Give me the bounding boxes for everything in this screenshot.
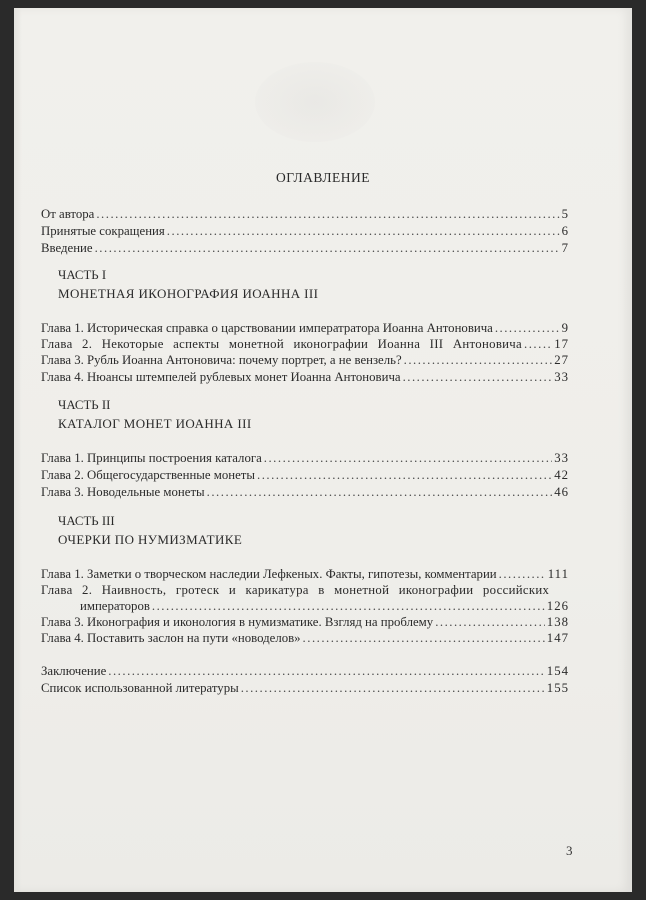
toc-entry-label: От автора: [41, 207, 95, 221]
toc-page-number: 111: [547, 567, 569, 581]
toc-entry-bibliography: [41, 680, 569, 696]
toc-entry-part3-ch2: [41, 582, 569, 598]
toc-entry-label: Глава 4. Нюансы штемпелей рублевых монет Иоанна Антоновича: [41, 370, 401, 384]
bleed-through-emblem: [255, 62, 375, 142]
page-edge-shadow: [14, 8, 22, 892]
toc-page-number: 126: [546, 599, 569, 613]
part-3-heading: ЧАСТЬ III: [58, 514, 115, 528]
toc-leader-dots: [257, 467, 552, 483]
toc-page-number: 154: [546, 664, 569, 678]
toc-page-number: 42: [554, 468, 569, 482]
toc-entry-introduction: [41, 240, 569, 256]
toc-entry-label: Заключение: [41, 664, 107, 678]
toc-page-number: 17: [554, 337, 569, 351]
toc-leader-dots: [108, 663, 545, 679]
toc-entry-label: Глава 3. Рубль Иоанна Антоновича: почему портрет, а не вензель?: [41, 353, 402, 367]
toc-leader-dots: [95, 240, 560, 256]
toc-entry-part1-ch2: [41, 336, 569, 352]
toc-entry-label: Глава 1. Историческая справка о царствовании императратора Иоанна Антоновича: [41, 321, 493, 335]
toc-page-number: 6: [561, 224, 569, 238]
toc-page-number: 33: [554, 370, 569, 384]
toc-entry-label: Принятые сокращения: [41, 224, 165, 238]
toc-entry-conclusion: [41, 663, 569, 679]
part-2-heading: ЧАСТЬ II: [58, 398, 111, 412]
toc-entry-part1-ch1: [41, 320, 569, 336]
toc-entry-author: [41, 206, 569, 222]
toc-page-number: 27: [554, 353, 569, 367]
part-1-title: МОНЕТНАЯ ИКОНОГРАФИЯ ИОАННА III: [58, 286, 319, 301]
toc-entry-label: Глава 4. Поставить заслон на пути «новоделов»: [41, 631, 301, 645]
toc-entry-label: Глава 1. Заметки о творческом наследии Лефкеных. Факты, гипотезы, комментарии: [41, 567, 497, 581]
part-1-heading: ЧАСТЬ I: [58, 268, 107, 282]
toc-entry-label: Глава 2. Наивность, гротеск и карикатура в монетной иконографии российских: [41, 583, 550, 597]
part-3-title: ОЧЕРКИ ПО НУМИЗМАТИКЕ: [58, 532, 243, 547]
toc-entry-abbreviations: [41, 223, 569, 239]
toc-entry-part3-ch3: [41, 614, 569, 630]
toc-leader-dots: [96, 206, 559, 222]
toc-leader-dots: [167, 223, 560, 239]
part-2-title: КАТАЛОГ МОНЕТ ИОАННА III: [58, 416, 252, 431]
toc-entry-label: Глава 3. Новодельные монеты: [41, 485, 205, 499]
toc-leader-dots: [435, 614, 545, 630]
toc-entry-part3-ch2-continuation: [80, 598, 569, 614]
page-title: ОГЛАВЛЕНИЕ: [275, 170, 371, 185]
toc-page-number: 155: [546, 681, 569, 695]
toc-entry-label-continuation: императоров: [80, 599, 150, 613]
toc-entry-part1-ch4: [41, 369, 569, 385]
toc-entry-part1-ch3: [41, 352, 569, 368]
toc-entry-part2-ch1: [41, 450, 569, 466]
toc-leader-dots: [524, 336, 552, 352]
page-number: 3: [566, 843, 573, 858]
toc-page-number: 5: [561, 207, 569, 221]
toc-entry-label: Глава 2. Некоторые аспекты монетной иконографии Иоанна III Антоновича: [41, 337, 523, 351]
toc-page-number: 7: [561, 241, 569, 255]
toc-page-number: 9: [561, 321, 569, 335]
toc-entry-part3-ch4: [41, 630, 569, 646]
toc-entry-label: Введение: [41, 241, 93, 255]
toc-leader-dots: [495, 320, 560, 336]
toc-page-number: 147: [546, 631, 569, 645]
toc-leader-dots: [152, 598, 545, 614]
toc-page-number: 33: [554, 451, 569, 465]
toc-entry-label: Глава 2. Общегосударственные монеты: [41, 468, 255, 482]
toc-page-number: 138: [546, 615, 569, 629]
toc-page-number: 46: [554, 485, 569, 499]
toc-leader-dots: [264, 450, 552, 466]
toc-leader-dots: [241, 680, 545, 696]
toc-leader-dots: [207, 484, 553, 500]
toc-entry-label: Список использованной литературы: [41, 681, 239, 695]
toc-leader-dots: [403, 369, 553, 385]
toc-leader-dots: [499, 566, 546, 582]
toc-entry-label: Глава 3. Иконография и иконология в нумизматике. Взгляд на проблему: [41, 615, 434, 629]
toc-leader-dots: [404, 352, 553, 368]
toc-entry-part2-ch3: [41, 484, 569, 500]
toc-entry-part2-ch2: [41, 467, 569, 483]
toc-entry-label: Глава 1. Принципы построения каталога: [41, 451, 262, 465]
toc-entry-part3-ch1: [41, 566, 569, 582]
toc-leader-dots: [303, 630, 545, 646]
